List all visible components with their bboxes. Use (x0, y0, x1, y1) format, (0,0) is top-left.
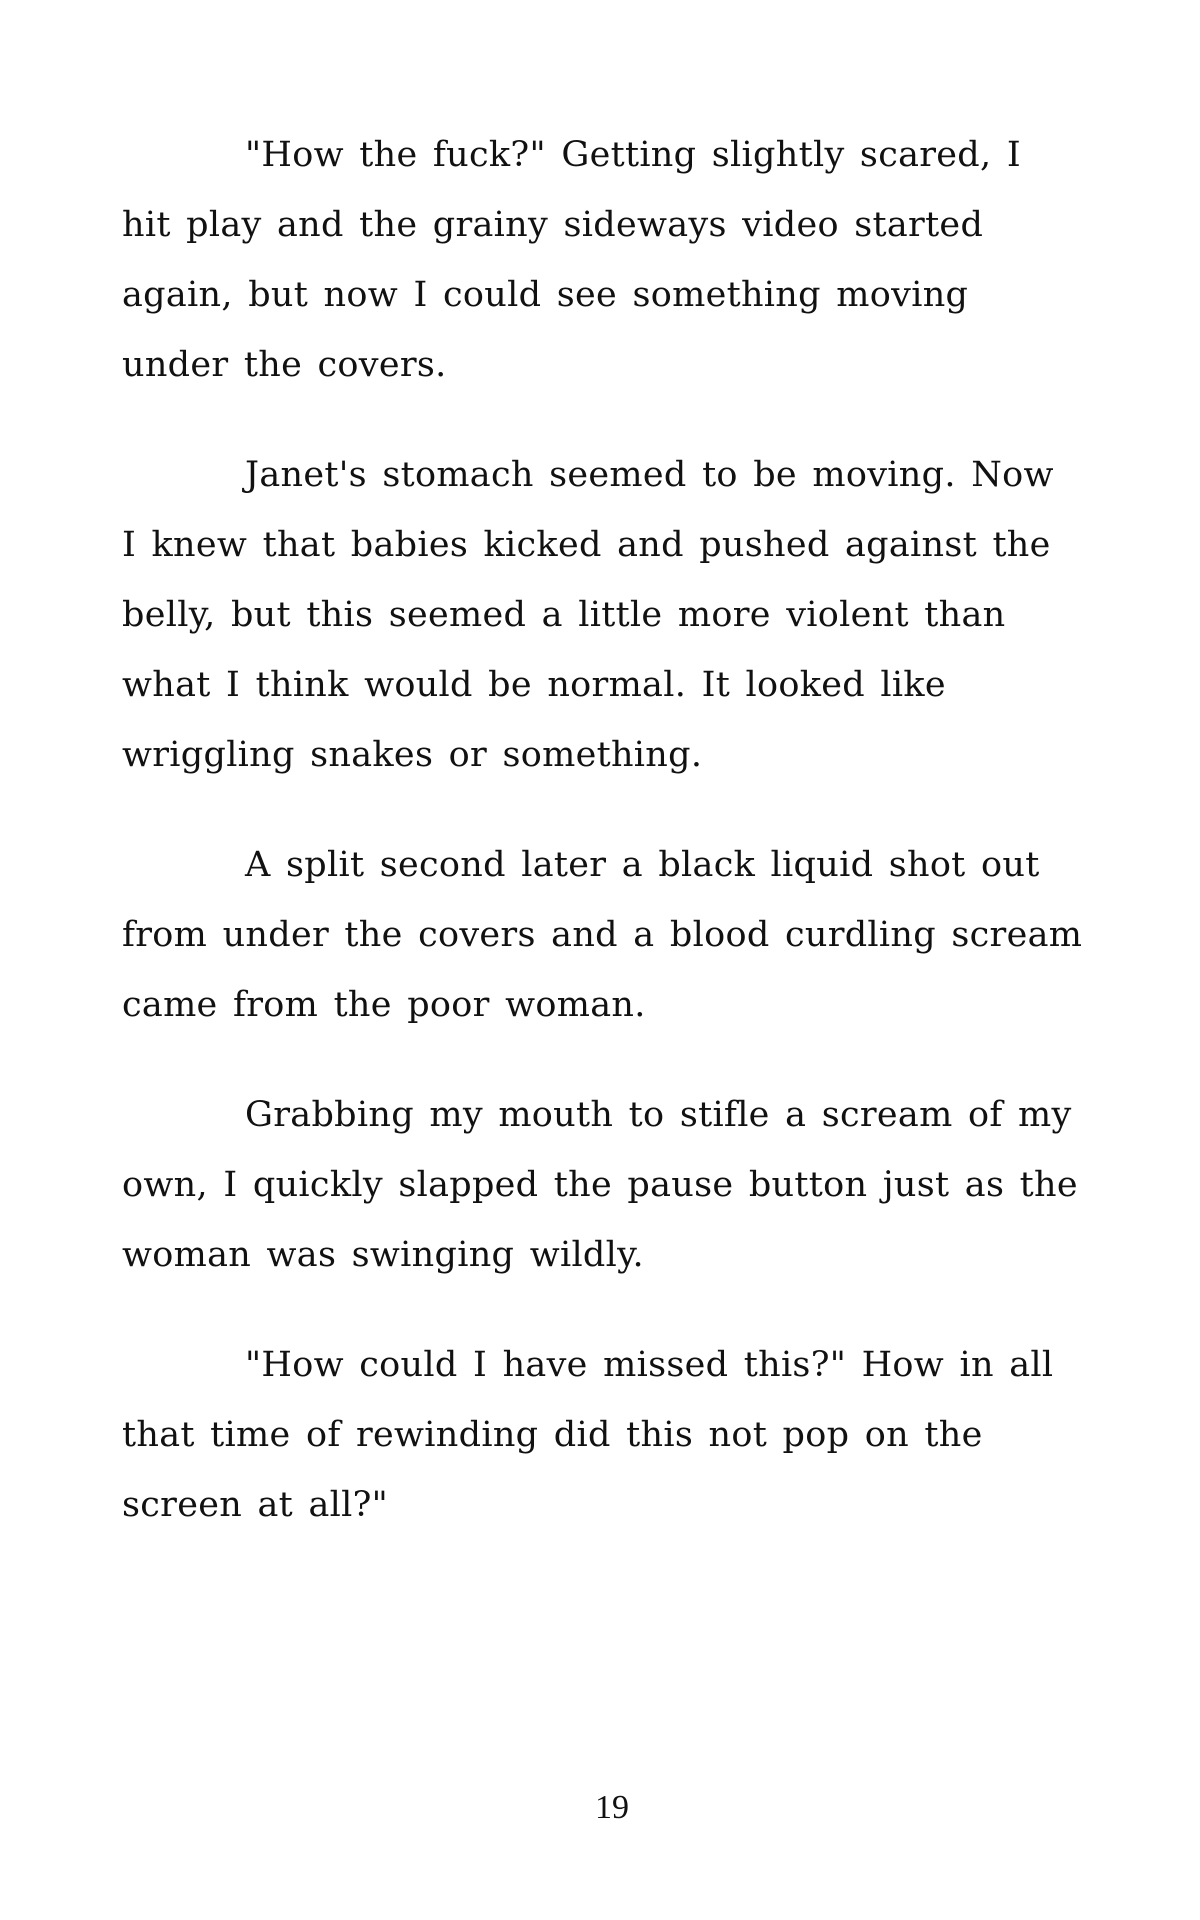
text-line: "How could I have missed this?" How in all (245, 1345, 1054, 1385)
text-line: hit play and the grainy sideways video started (122, 205, 984, 245)
text-line: woman was swinging wildly. (122, 1235, 644, 1275)
text-line: from under the covers and a blood curdling scream (122, 915, 1083, 955)
text-line: belly, but this seemed a little more violent than (122, 595, 1006, 635)
paragraph-5 (122, 1330, 1107, 1540)
paragraph-3 (122, 830, 1107, 1040)
text-line: again, but now I could see something moving (122, 275, 969, 315)
text-line: screen at all?" (122, 1485, 389, 1525)
text-line: Grabbing my mouth to stifle a scream of my (245, 1095, 1072, 1135)
text-line: that time of rewinding did this not pop on the (122, 1415, 983, 1455)
text-line: came from the poor woman. (122, 985, 646, 1025)
paragraph-4 (122, 1080, 1107, 1290)
text-line: "How the fuck?" Getting slightly scared, I (245, 135, 1021, 175)
paragraph-1 (122, 120, 1107, 400)
text-line: wriggling snakes or something. (122, 735, 703, 775)
text-line: A split second later a black liquid shot out (245, 845, 1040, 885)
body-text (122, 120, 1107, 1580)
page-number: 19 (595, 1789, 629, 1826)
paragraph-2 (122, 440, 1107, 790)
text-line: what I think would be normal. It looked like (122, 665, 946, 705)
text-line: Janet's stomach seemed to be moving. Now (245, 455, 1054, 495)
text-line: I knew that babies kicked and pushed against the (122, 525, 1051, 565)
text-line: own, I quickly slapped the pause button just as the (122, 1165, 1078, 1205)
text-line: under the covers. (122, 345, 447, 385)
